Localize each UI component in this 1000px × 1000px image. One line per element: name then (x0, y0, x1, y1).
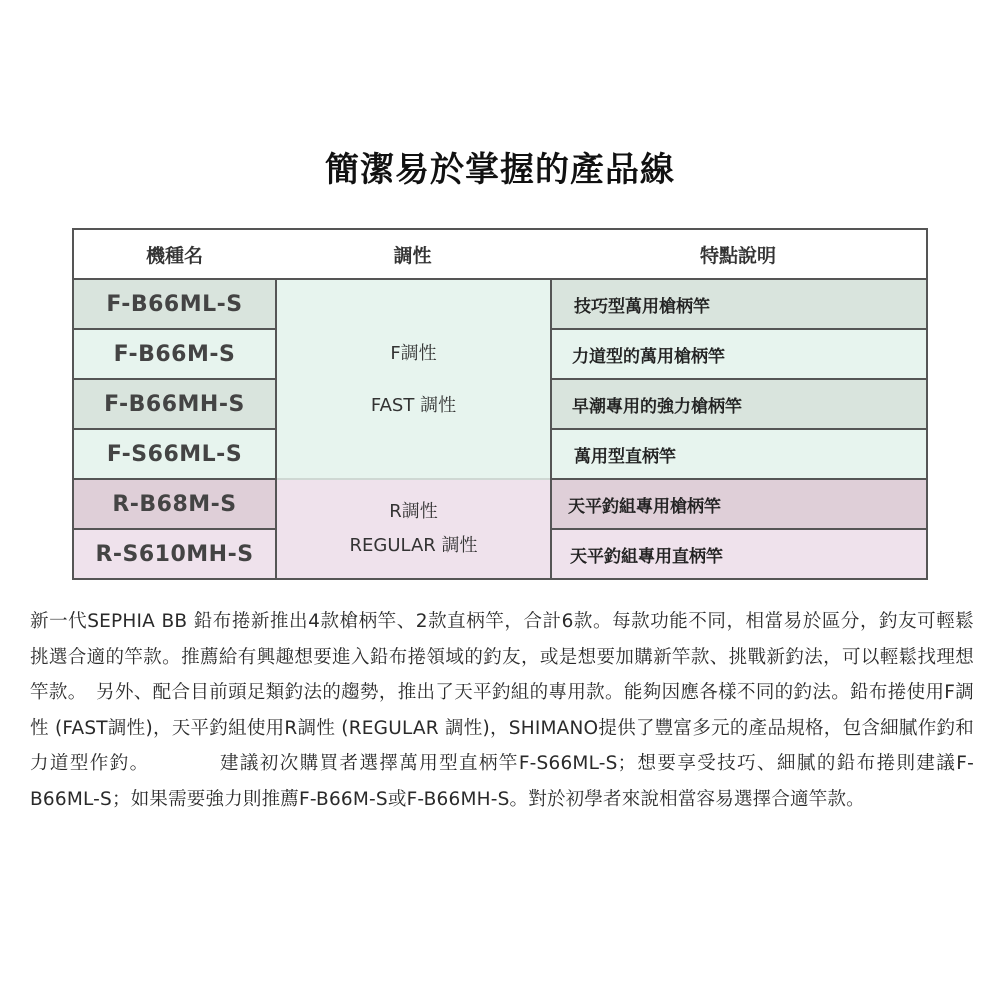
action-label-full: REGULAR 調性 (349, 535, 478, 556)
product-table (72, 228, 928, 580)
page-title: 簡潔易於掌握的產品線 (325, 150, 675, 190)
header-feature: 特點說明 (550, 228, 928, 280)
table-row-model: F-S66ML-S (72, 430, 277, 480)
header-model: 機種名 (72, 228, 277, 280)
table-row-model: F-B66ML-S (72, 280, 277, 330)
table-row-feature: 萬用型直柄竿 (550, 430, 928, 480)
table-row-model: R-B68M-S (72, 480, 277, 530)
action-group-fast (277, 280, 550, 480)
description-text (30, 604, 974, 817)
table-row-feature: 天平釣組專用直柄竿 (550, 530, 928, 580)
table-row-model: F-B66M-S (72, 330, 277, 380)
description-paragraph: 新一代SEPHIA BB 鉛布捲新推出4款槍柄竿、2款直柄竿，合計6款。每款功能不同，相當易於區分，釣友可輕鬆挑選合適的竿款。推薦給有興趣想要進入鉛布捲領域的釣友，或是想要加購新竿款、挑戰新釣法，可以輕鬆找理想竿款。 另外、配合目前頭足類釣法的趨勢，推出了天平釣組的專用款。能夠因應各樣不同的釣法。鉛布捲使用F調性 (FAST調性)，天平釣組使用R調性 (REGULAR 調性)，SHIMANO提供了豐富多元的產品規格，包含細膩作釣和力道型作釣。 建議初次購買者選擇萬用型直柄竿F-S66ML-S；想要享受技巧、細膩的鉛布捲則建議F-B66ML-S；如果需要強力則推薦F-B66M-S或F-B66MH-S。對於初學者來說相當容易選擇合適竿款。 (30, 611, 974, 810)
action-group-regular (277, 480, 550, 580)
table-row-model: F-B66MH-S (72, 380, 277, 430)
table-row-feature: 早潮專用的強力槍柄竿 (550, 380, 928, 430)
table-row-feature: 天平釣組專用槍柄竿 (550, 480, 928, 530)
table-row-feature: 力道型的萬用槍柄竿 (550, 330, 928, 380)
table-row-model: R-S610MH-S (72, 530, 277, 580)
table-row-feature: 技巧型萬用槍柄竿 (550, 280, 928, 330)
action-label-full: FAST 調性 (370, 395, 457, 416)
header-action: 調性 (275, 228, 552, 280)
action-label: R調性 (389, 501, 438, 522)
action-label: F調性 (390, 343, 437, 364)
